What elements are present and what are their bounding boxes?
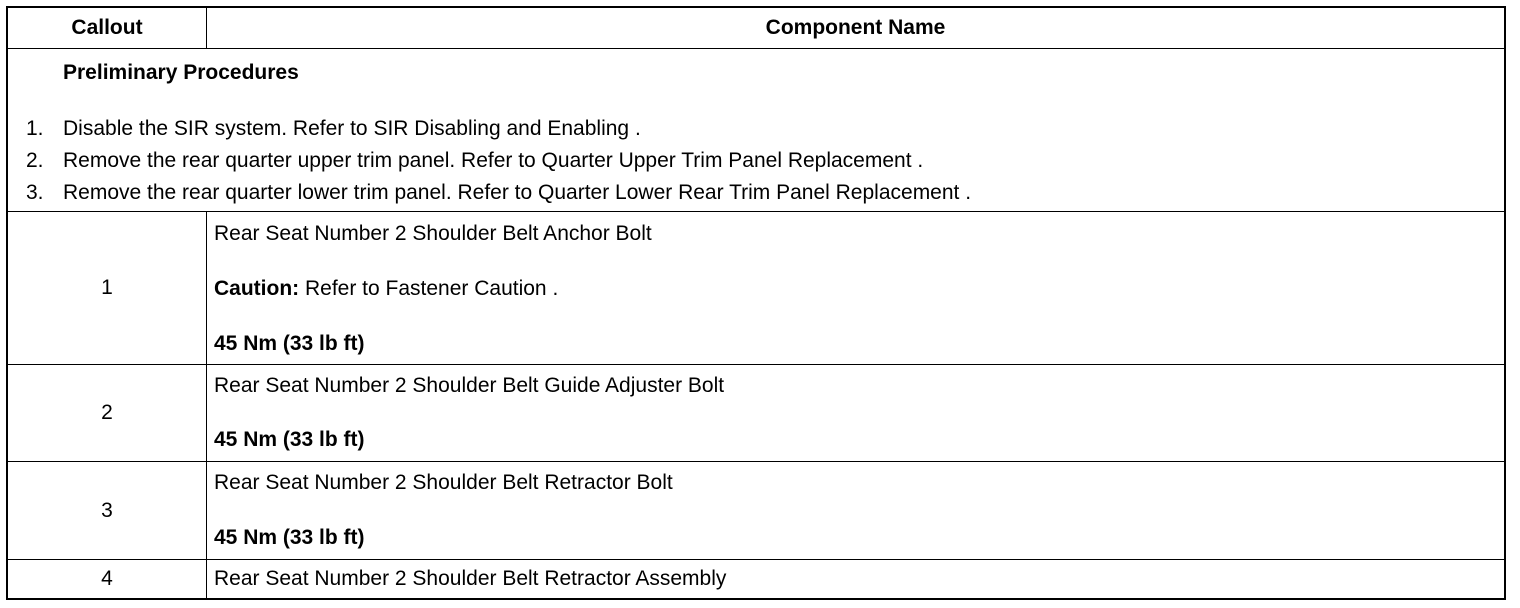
torque-spec: 45 Nm (33 lb ft) xyxy=(214,526,365,549)
procedure-step xyxy=(26,149,923,173)
table-row xyxy=(8,365,1504,462)
step-number: 2. xyxy=(26,149,44,172)
table-row xyxy=(8,462,1504,560)
table-row xyxy=(8,560,1504,598)
component-cell xyxy=(207,462,1504,559)
preliminary-procedures-title: Preliminary Procedures xyxy=(63,61,299,84)
step-text: Disable the SIR system. Refer to SIR Disabling and Enabling . xyxy=(63,117,641,140)
component-name: Rear Seat Number 2 Shoulder Belt Anchor Bolt xyxy=(214,222,652,245)
preliminary-procedures-section xyxy=(8,49,1504,212)
step-number: 1. xyxy=(26,117,44,140)
caution-note xyxy=(214,277,558,301)
caution-label: Caution: xyxy=(214,277,300,300)
component-name: Rear Seat Number 2 Shoulder Belt Guide Adjuster Bolt xyxy=(214,374,725,397)
step-text: Remove the rear quarter lower trim panel. Refer to Quarter Lower Rear Trim Panel Replacement . xyxy=(63,181,972,204)
callout-number: 1 xyxy=(8,212,207,364)
step-text: Remove the rear quarter upper trim panel. Refer to Quarter Upper Trim Panel Replacement . xyxy=(63,149,924,172)
callout-number: 3 xyxy=(8,462,207,559)
table-row xyxy=(8,212,1504,365)
step-number: 3. xyxy=(26,181,44,204)
callout-header: Callout xyxy=(8,8,207,48)
procedure-table xyxy=(6,6,1506,600)
component-cell xyxy=(207,212,1504,364)
component-cell xyxy=(207,560,1504,598)
table-header-row xyxy=(8,8,1504,49)
caution-text: Refer to Fastener Caution . xyxy=(299,277,559,300)
procedure-step xyxy=(26,181,971,205)
component-name: Rear Seat Number 2 Shoulder Belt Retractor Bolt xyxy=(214,471,673,494)
component-name: Rear Seat Number 2 Shoulder Belt Retractor Assembly xyxy=(214,567,727,590)
component-name-header: Component Name xyxy=(765,16,946,39)
procedure-step xyxy=(26,117,641,141)
callout-number: 2 xyxy=(8,365,207,461)
callout-number: 4 xyxy=(8,560,207,598)
torque-spec: 45 Nm (33 lb ft) xyxy=(214,428,365,451)
component-cell xyxy=(207,365,1504,461)
torque-spec: 45 Nm (33 lb ft) xyxy=(214,332,365,355)
